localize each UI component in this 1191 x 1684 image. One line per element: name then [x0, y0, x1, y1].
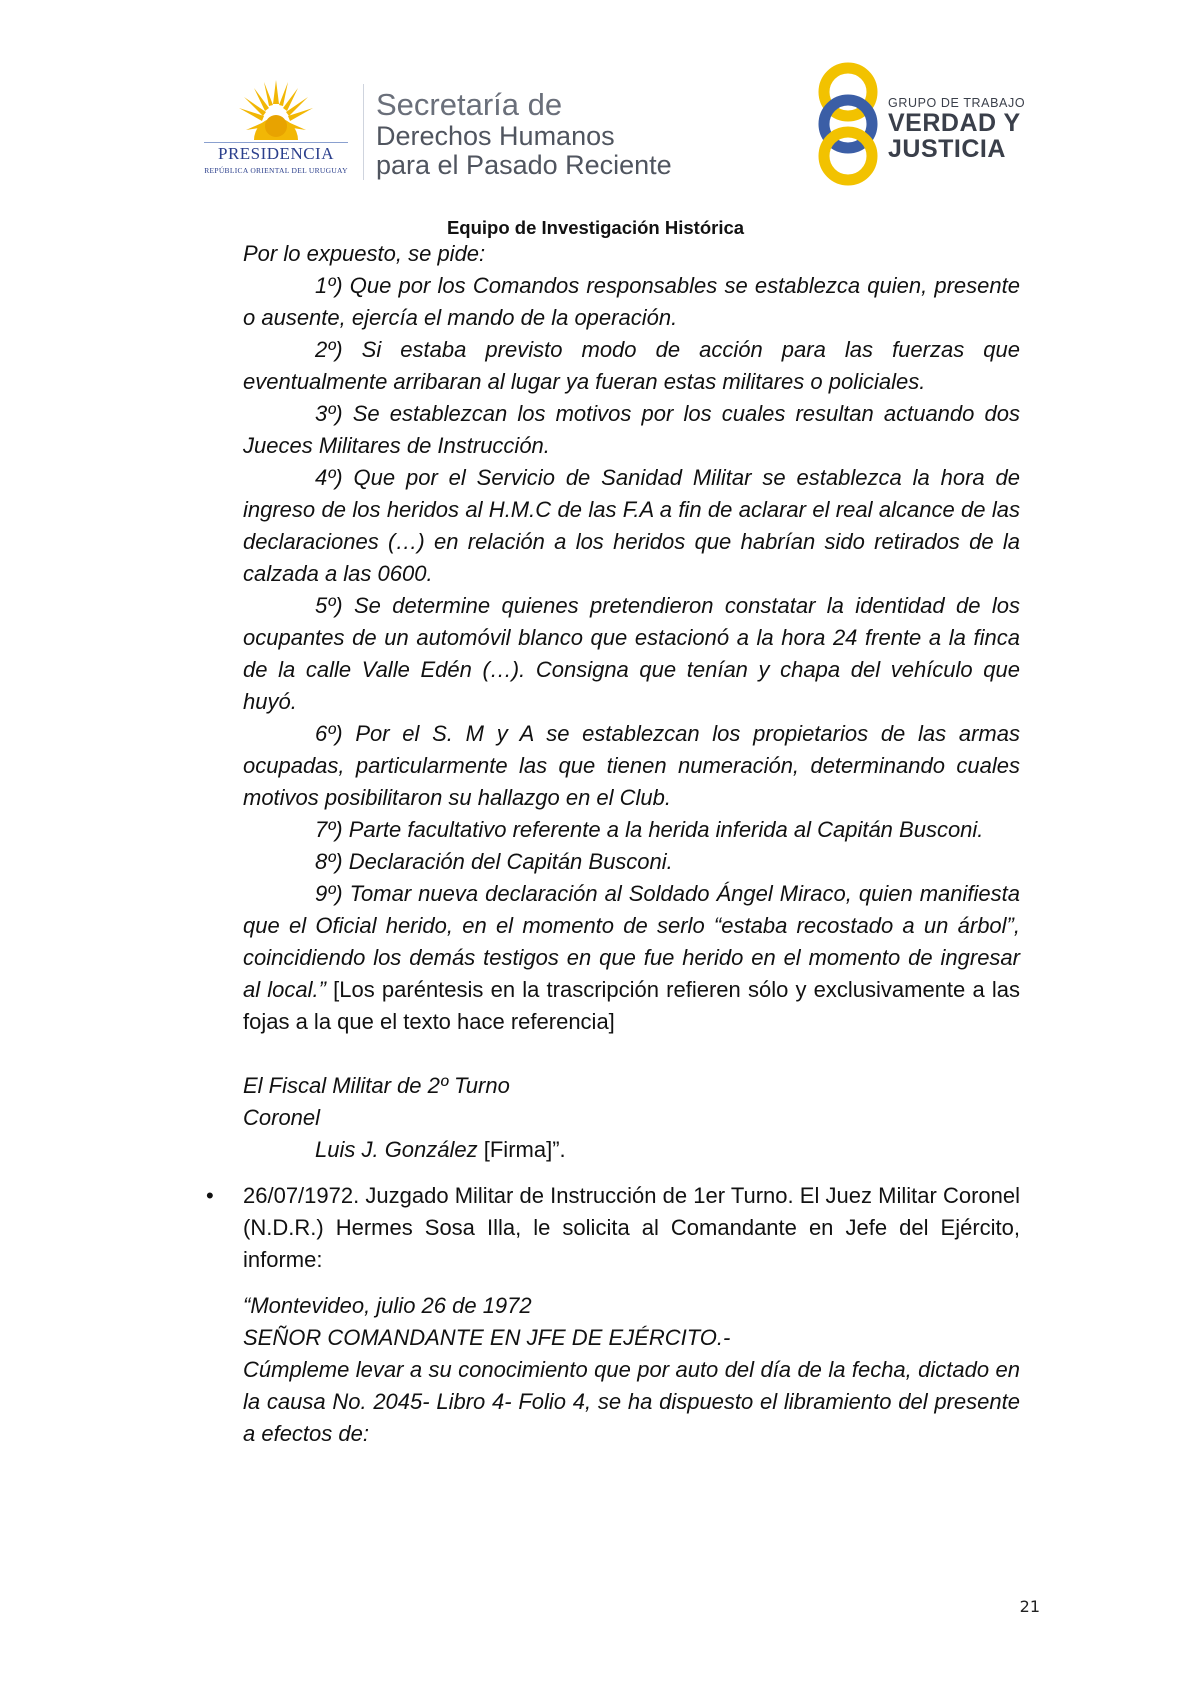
bullet-symbol: •	[206, 1183, 214, 1208]
request-item-6: 6º) Por el S. M y A se establezcan los propietarios de las armas ocupadas, particularmente las que tienen numeración, determinando cuales motivos posibilitaron su hallazgo en el Club.	[243, 721, 1020, 810]
signature-line1: El Fiscal Militar de 2º Turno	[243, 1073, 510, 1098]
bullet-text: 26/07/1972. Juzgado Militar de Instrucción de 1er Turno. El Juez Militar Coronel (N.D.R.) Hermes Sosa Illa, le solicita al Comandante en Jefe del Ejército, informe:	[243, 1183, 1020, 1272]
grupo-line1: GRUPO DE TRABAJO	[888, 96, 1026, 110]
presidencia-name: PRESIDENCIA	[217, 144, 334, 163]
secretaria-line1: Secretaría de	[376, 87, 563, 122]
presidencia-rule	[204, 142, 348, 143]
header-divider	[363, 84, 364, 180]
request-item-1: 1º) Que por los Comandos responsables se establezca quien, presente o ausente, ejercía el mando de la operación.	[243, 273, 1020, 330]
request-item-3: 3º) Se establezcan los motivos por los cuales resultan actuando dos Jueces Militares de Instrucción.	[243, 401, 1020, 458]
grupo-line2: VERDAD Y	[888, 109, 1021, 137]
signature-line2: Coronel	[243, 1105, 321, 1130]
letter-date: “Montevideo, julio 26 de 1972	[243, 1293, 532, 1318]
letter-text: Cúmpleme levar a su conocimiento que por auto del día de la fecha, dictado en la causa No. 2045- Libro 4- Folio 4, se ha dispuesto el libramiento del presente a efectos de:	[243, 1357, 1020, 1446]
request-item-4: 4º) Que por el Servicio de Sanidad Militar se establezca la hora de ingreso de los heridos al H.M.C de las F.A a fin de aclarar el real alcance de las declaraciones (…) en relación a los heridos que habrían sido retirados de la calzada a las 0600.	[243, 465, 1020, 586]
sun-icon	[236, 78, 316, 148]
secretaria-logo-text	[376, 88, 672, 180]
request-item-9	[243, 878, 1020, 1038]
presidencia-subtitle: REPÚBLICA ORIENTAL DEL URUGUAY	[204, 166, 348, 175]
document-body	[206, 238, 1020, 1450]
request-item-5: 5º) Se determine quienes pretendieron constatar la identidad de los ocupantes de un automóvil blanco que estacionó a la hora 24 frente a la finca de la calle Valle Edén (…). Consigna que tenían y chapa del vehículo que huyó.	[243, 593, 1020, 714]
item9-note: [Los paréntesis en la trascripción refieren sólo y exclusivamente a las fojas a la que el texto hace referencia]	[243, 977, 1020, 1034]
bullet-entry	[206, 1180, 1020, 1276]
team-title: Equipo de Investigación Histórica	[446, 217, 745, 238]
secretaria-line2: Derechos Humanos	[376, 121, 615, 151]
intro-line: Por lo expuesto, se pide:	[243, 241, 486, 266]
presidencia-logo	[196, 78, 356, 178]
grupo-line3: JUSTICIA	[888, 135, 1006, 163]
grupo-trabajo-text	[888, 96, 1025, 162]
page-number: 21	[1019, 1597, 1040, 1616]
page-header	[0, 0, 1191, 240]
item9-text: 9º) Tomar nueva declaración al Soldado Ángel Miraco, quien manifiesta que el Oficial herido, en el momento de serlo “estaba recostado a un árbol”, coincidiendo los demás testigos en que fue herido en el momento de ingresar al local.”	[243, 881, 1020, 1002]
signature-name-line	[243, 1134, 1020, 1166]
secretaria-line3: para el Pasado Reciente	[376, 150, 672, 180]
request-item-7: 7º) Parte facultativo referente a la herida inferida al Capitán Busconi.	[315, 817, 984, 842]
request-item-8: 8º) Declaración del Capitán Busconi.	[315, 849, 673, 874]
letter-addressee: SEÑOR COMANDANTE EN JFE DE EJÉRCITO.-	[243, 1325, 731, 1350]
rings-icon	[808, 62, 888, 187]
request-item-2: 2º) Si estaba previsto modo de acción para las fuerzas que eventualmente arribaran al lugar ya fueran estas militares o policiales.	[243, 337, 1020, 394]
signature-name: Luis J. González	[315, 1137, 478, 1162]
signature-firma: [Firma]”.	[477, 1137, 566, 1162]
